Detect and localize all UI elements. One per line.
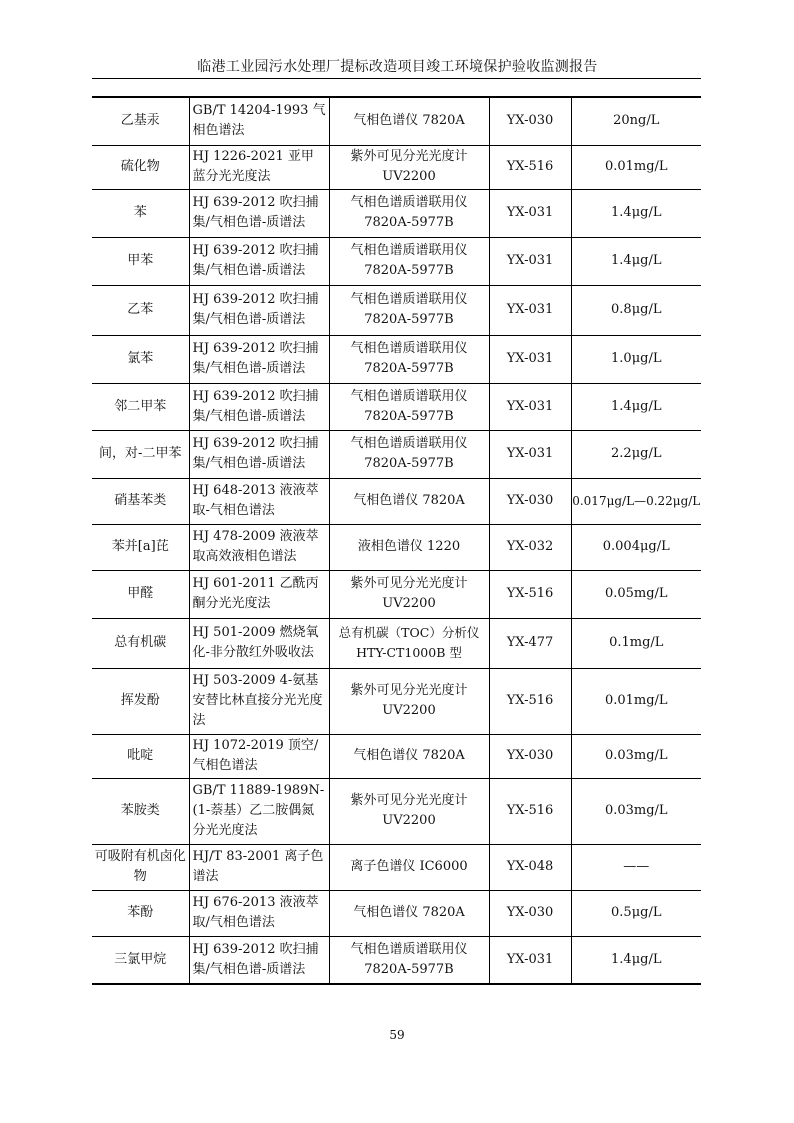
cell-item: 甲苯 xyxy=(92,237,189,285)
cell-item: 三氯甲烷 xyxy=(92,936,189,984)
cell-code: YX-477 xyxy=(489,618,571,668)
cell-limit: 1.0μg/L xyxy=(571,335,701,383)
cell-method: GB/T 11889-1989N-(1-萘基）乙二胺偶氮分光光度法 xyxy=(189,778,329,844)
table-row xyxy=(92,668,701,734)
cell-instrument: 紫外可见分光光度计 UV2200 xyxy=(329,778,489,844)
cell-code: YX-030 xyxy=(489,97,571,145)
cell-limit: 0.05mg/L xyxy=(571,570,701,618)
cell-instrument: 气相色谱质谱联用仪 7820A-5977B xyxy=(329,383,489,430)
cell-item: 苯酚 xyxy=(92,890,189,936)
cell-instrument: 总有机碳（TOC）分析仪 HTY-CT1000B 型 xyxy=(329,618,489,668)
table-row xyxy=(92,890,701,936)
cell-instrument: 紫外可见分光光度计 UV2200 xyxy=(329,668,489,734)
cell-instrument: 气相色谱质谱联用仪 7820A-5977B xyxy=(329,936,489,984)
table-row xyxy=(92,734,701,778)
cell-code: YX-031 xyxy=(489,430,571,478)
table-row xyxy=(92,618,701,668)
cell-code: YX-516 xyxy=(489,145,571,189)
cell-method: HJ 478-2009 液液萃取高效液相色谱法 xyxy=(189,524,329,570)
cell-limit: 0.01mg/L xyxy=(571,668,701,734)
cell-limit: 0.5μg/L xyxy=(571,890,701,936)
header-rule xyxy=(92,78,701,79)
table-row xyxy=(92,524,701,570)
cell-instrument: 液相色谱仪 1220 xyxy=(329,524,489,570)
cell-limit: 1.4μg/L xyxy=(571,189,701,237)
page-header-title: 临港工业园污水处理厂提标改造项目竣工环境保护验收监测报告 xyxy=(197,59,598,75)
cell-method: HJ 639-2012 吹扫捕集/气相色谱-质谱法 xyxy=(189,335,329,383)
cell-item: 苯 xyxy=(92,189,189,237)
cell-instrument: 气相色谱仪 7820A xyxy=(329,734,489,778)
cell-item: 挥发酚 xyxy=(92,668,189,734)
cell-method: HJ 639-2012 吹扫捕集/气相色谱-质谱法 xyxy=(189,237,329,285)
cell-code: YX-048 xyxy=(489,844,571,890)
cell-limit: 0.017μg/L—0.22μg/L xyxy=(571,478,701,524)
cell-item: 乙苯 xyxy=(92,285,189,335)
page-number: 59 xyxy=(389,1028,405,1042)
cell-limit: 0.03mg/L xyxy=(571,778,701,844)
cell-item: 可吸附有机卤化物 xyxy=(92,844,189,890)
cell-item: 苯胺类 xyxy=(92,778,189,844)
cell-code: YX-031 xyxy=(489,285,571,335)
cell-limit: 0.03mg/L xyxy=(571,734,701,778)
cell-limit: 1.4μg/L xyxy=(571,936,701,984)
cell-code: YX-516 xyxy=(489,668,571,734)
cell-instrument: 气相色谱质谱联用仪 7820A-5977B xyxy=(329,189,489,237)
cell-limit: 2.2μg/L xyxy=(571,430,701,478)
cell-method: HJ 639-2012 吹扫捕集/气相色谱-质谱法 xyxy=(189,285,329,335)
cell-method: HJ 601-2011 乙酰丙酮分光光度法 xyxy=(189,570,329,618)
table-row xyxy=(92,844,701,890)
table-row xyxy=(92,936,701,984)
cell-item: 邻二甲苯 xyxy=(92,383,189,430)
cell-method: HJ 639-2012 吹扫捕集/气相色谱-质谱法 xyxy=(189,430,329,478)
cell-item: 乙基汞 xyxy=(92,97,189,145)
cell-instrument: 气相色谱质谱联用仪 7820A-5977B xyxy=(329,430,489,478)
cell-code: YX-032 xyxy=(489,524,571,570)
table-row xyxy=(92,189,701,237)
cell-item: 间，对-二甲苯 xyxy=(92,430,189,478)
cell-instrument: 气相色谱仪 7820A xyxy=(329,890,489,936)
cell-limit: 0.004μg/L xyxy=(571,524,701,570)
cell-code: YX-516 xyxy=(489,778,571,844)
cell-code: YX-516 xyxy=(489,570,571,618)
table-row xyxy=(92,237,701,285)
cell-method: HJ/T 83-2001 离子色谱法 xyxy=(189,844,329,890)
cell-limit: 0.8μg/L xyxy=(571,285,701,335)
cell-item: 硫化物 xyxy=(92,145,189,189)
cell-method: HJ 503-2009 4-氨基安替比林直接分光光度法 xyxy=(189,668,329,734)
cell-instrument: 紫外可见分光光度计 UV2200 xyxy=(329,145,489,189)
table-row xyxy=(92,383,701,430)
cell-limit: 1.4μg/L xyxy=(571,237,701,285)
cell-instrument: 气相色谱仪 7820A xyxy=(329,97,489,145)
cell-instrument: 气相色谱仪 7820A xyxy=(329,478,489,524)
cell-instrument: 气相色谱质谱联用仪 7820A-5977B xyxy=(329,285,489,335)
cell-code: YX-031 xyxy=(489,237,571,285)
cell-method: HJ 639-2012 吹扫捕集/气相色谱-质谱法 xyxy=(189,936,329,984)
cell-limit: 20ng/L xyxy=(571,97,701,145)
table-row xyxy=(92,285,701,335)
table-row xyxy=(92,335,701,383)
cell-method: HJ 639-2012 吹扫捕集/气相色谱-质谱法 xyxy=(189,189,329,237)
cell-item: 吡啶 xyxy=(92,734,189,778)
table-row xyxy=(92,430,701,478)
table-row xyxy=(92,97,701,145)
cell-method: HJ 676-2013 液液萃取/气相色谱法 xyxy=(189,890,329,936)
cell-limit: 1.4μg/L xyxy=(571,383,701,430)
cell-code: YX-031 xyxy=(489,383,571,430)
cell-method: HJ 1072-2019 顶空/气相色谱法 xyxy=(189,734,329,778)
cell-instrument: 气相色谱质谱联用仪 7820A-5977B xyxy=(329,335,489,383)
cell-code: YX-031 xyxy=(489,189,571,237)
cell-code: YX-031 xyxy=(489,335,571,383)
cell-method: HJ 639-2012 吹扫捕集/气相色谱-质谱法 xyxy=(189,383,329,430)
cell-method: GB/T 14204-1993 气相色谱法 xyxy=(189,97,329,145)
cell-item: 氯苯 xyxy=(92,335,189,383)
cell-item: 苯并[a]芘 xyxy=(92,524,189,570)
cell-code: YX-031 xyxy=(489,936,571,984)
cell-method: HJ 648-2013 液液萃取-气相色谱法 xyxy=(189,478,329,524)
cell-code: YX-030 xyxy=(489,478,571,524)
cell-limit: —— xyxy=(571,844,701,890)
cell-item: 甲醛 xyxy=(92,570,189,618)
cell-limit: 0.1mg/L xyxy=(571,618,701,668)
table-row xyxy=(92,478,701,524)
cell-method: HJ 501-2009 燃烧氧化-非分散红外吸收法 xyxy=(189,618,329,668)
cell-limit: 0.01mg/L xyxy=(571,145,701,189)
table-row xyxy=(92,145,701,189)
table-row xyxy=(92,570,701,618)
table-row xyxy=(92,778,701,844)
cell-item: 硝基苯类 xyxy=(92,478,189,524)
cell-instrument: 离子色谱仪 IC6000 xyxy=(329,844,489,890)
cell-item: 总有机碳 xyxy=(92,618,189,668)
cell-code: YX-030 xyxy=(489,890,571,936)
method-table xyxy=(92,96,701,985)
cell-instrument: 紫外可见分光光度计 UV2200 xyxy=(329,570,489,618)
cell-method: HJ 1226-2021 亚甲蓝分光光度法 xyxy=(189,145,329,189)
cell-instrument: 气相色谱质谱联用仪 7820A-5977B xyxy=(329,237,489,285)
method-table-body xyxy=(92,97,701,984)
cell-code: YX-030 xyxy=(489,734,571,778)
